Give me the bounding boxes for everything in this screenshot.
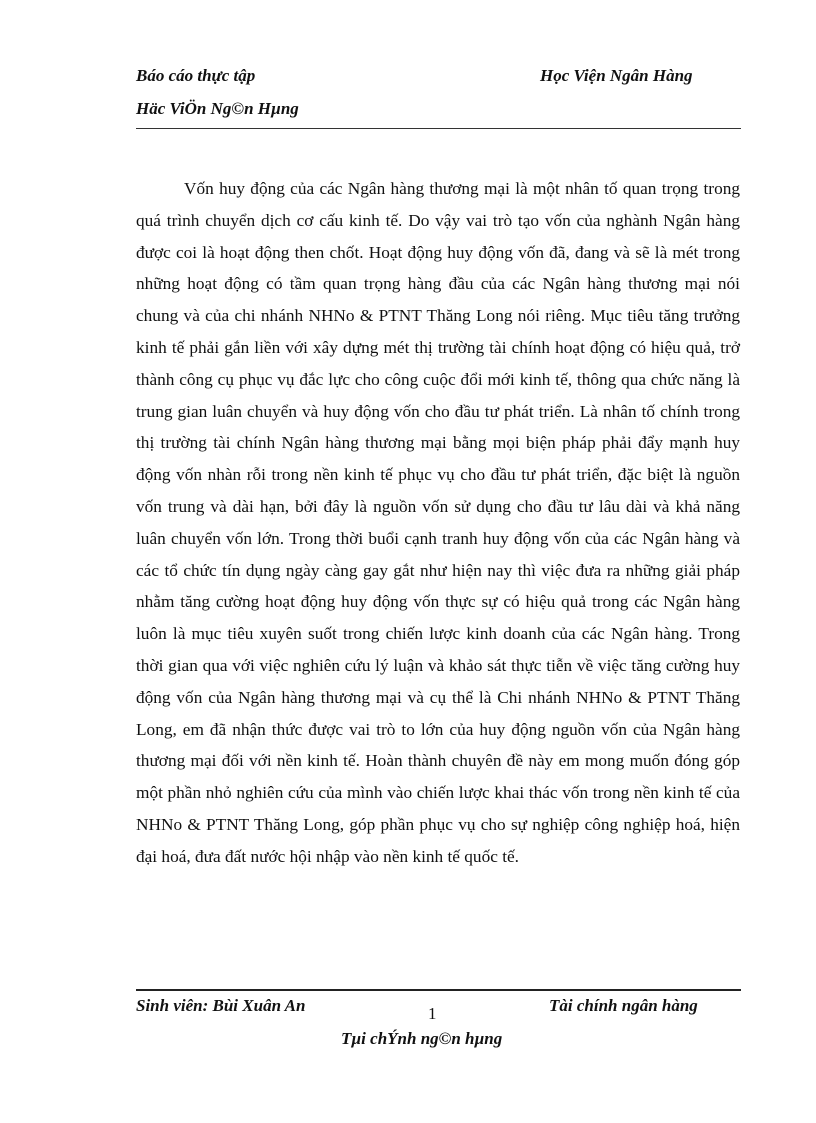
body-paragraph: Vốn huy động của các Ngân hàng thương mại là một nhân tố quan trọng trong quá trình chuyển dịch cơ cấu kinh tế. Do vậy vai trò tạo vốn của nghành Ngân hàng được coi là hoạt động then chốt. Hoạt động huy động vốn đã, đang và sẽ là mét trong những hoạt động có tầm quan trọng hàng đầu của các Ngân hàng thương mại nói chung và của chi nhánh NHNo & PTNT Thăng Long nói riêng. Mục tiêu tăng trưởng kinh tế phải gắn liền với xây dựng mét thị trường tài chính hoạt động có hiệu quả, trở thành công cụ phục vụ đắc lực cho công cuộc đổi mới kinh tế, thông qua chức năng là trung gian luân chuyển và huy động vốn cho đầu tư phát triển. Là nhân tố chính trong thị trường tài chính Ngân hàng thương mại bằng mọi biện pháp phải đẩy mạnh huy động vốn nhàn rỗi trong nền kinh tế phục vụ cho đầu tư phát triển, đặc biệt là nguồn vốn trung và dài hạn, bởi đây là nguồn vốn sử dụng cho đầu tư lâu dài và khả năng luân chuyển vốn lớn. Trong thời buổi cạnh tranh huy động vốn của các Ngân hàng và các tổ chức tín dụng ngày càng gay gắt như hiện nay thì việc đưa ra những giải pháp nhằm tăng cường hoạt động huy động vốn thực sự có hiệu quả trong các Ngân hàng luôn là mục tiêu xuyên suốt trong chiến lược kinh doanh của các Ngân hàng. Trong thời gian qua với việc nghiên cứu lý luận và khảo sát thực tiễn về việc tăng cường huy động vốn của Ngân hàng thương mại và cụ thể là Chi nhánh NHNo & PTNT Thăng Long, em đã nhận thức được vai trò to lớn của huy động nguồn vốn của Ngân hàng thương mại đối với nền kinh tế. Hoàn thành chuyên đề này em mong muốn đóng góp một phần nhỏ nghiên cứu của mình vào chiến lược khai thác vốn trong nền kinh tế của NHNo & PTNT Thăng Long, góp phần phục vụ cho sự nghiệp công nghiệp hoá, hiện đại hoá, đưa đất nước hội nhập vào nền kinh tế quốc tế. bbox=[136, 179, 740, 866]
footer-major-legacy-encoding: Tµi chÝnh ng©n hµng bbox=[341, 1029, 503, 1048]
page-number: 1 bbox=[428, 1004, 437, 1023]
header-report-title: Báo cáo thực tập bbox=[136, 66, 256, 85]
header-institution-legacy-encoding: Häc ViÖn Ng©n Hµng bbox=[136, 99, 299, 118]
header-divider bbox=[136, 128, 741, 129]
footer-divider bbox=[136, 989, 741, 991]
footer-major: Tài chính ngân hàng bbox=[549, 996, 698, 1015]
header-institution: Học Viện Ngân Hàng bbox=[540, 66, 693, 85]
footer-student-name: Sinh viên: Bùi Xuân An bbox=[136, 996, 306, 1015]
